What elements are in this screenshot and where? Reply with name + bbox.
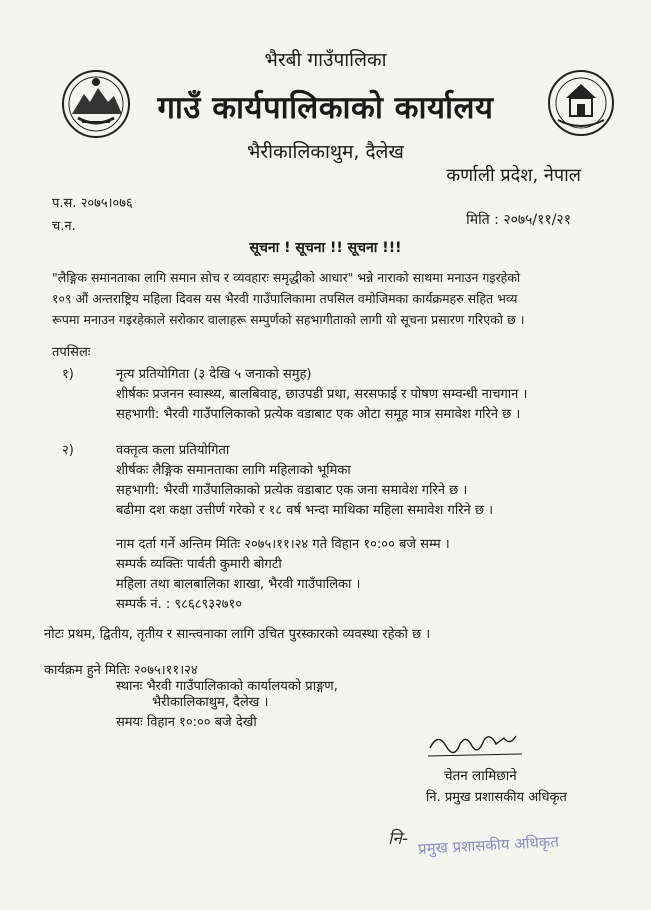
contact-person: सम्पर्क व्यक्तिः पार्वती कुमारी बोगटी (116, 557, 282, 572)
office-address: भैरीकालिकाथुम, दैलेख (247, 141, 404, 163)
intro-line: १०९ औं अन्तराष्ट्रिय महिला दिवस यस भैरवी गाउँपालिकामा तपसिल वमोजिमका कार्यक्रमहरु सहित भव्य (52, 291, 518, 306)
program-date: कार्यक्रम हुने मितिः २०७५।११।२४ (44, 663, 198, 678)
svg-text:प्रमुख प्रशासकीय अधिकृत: प्रमुख प्रशासकीय अधिकृत (417, 832, 560, 858)
item-title: वक्तृत्व कला प्रतियोगिता (116, 443, 230, 458)
tapasil-label: तपसिलः (52, 345, 91, 360)
registration-deadline: नाम दर्ता गर्ने अन्तिम मितिः २०७५।११।२४ गते विहान १०:०० बजे सम्म । (116, 537, 450, 552)
signatory-name: चेतन लामिछाने (444, 768, 517, 784)
intro-line: "लैङ्गिक समानताका लागि समान सोच र व्यवहारः समृद्धीको आधार" भन्ने नाराको साथमा मनाउन गइरहेको (52, 270, 521, 285)
program-venue-address: भैरीकालिकाथुम, दैलेख । (152, 695, 269, 710)
intro-line: रूपमा मनाउन गइरहेकाले सरोकार वालाहरू सम्पुर्णको सहभागीताको लागी यो सूचना प्रसारण गरिएको छ । (52, 312, 525, 327)
official-stamp (384, 824, 604, 864)
program-venue: स्थानः भैरवी गाउँपालिकाको कार्यालयको प्राङ्गण, (116, 679, 338, 694)
item-title: नृत्य प्रतियोगिता (३ देखि ५ जनाको समुह) (116, 367, 312, 382)
dispatch-number: च.न. (52, 219, 76, 234)
handwritten-prefix: नि- (388, 829, 408, 849)
signatory-designation: नि. प्रमुख प्रशासकीय अधिकृत (426, 790, 567, 805)
province-name: कर्णाली प्रदेश, नेपाल (446, 165, 581, 186)
item-number: २) (62, 443, 74, 458)
item-number: १) (62, 367, 74, 382)
contact-phone: सम्पर्क नं. : ९८६८९३२७१० (116, 597, 243, 612)
letter-date: मिति : २०७५/११/२१ (466, 212, 571, 228)
municipality-name: भैरबी गाउँपालिका (264, 49, 387, 71)
letter-number: प.स. २०७५।०७६ (52, 196, 133, 211)
intro-paragraph (52, 267, 612, 330)
item-detail: शीर्षकः प्रजनन स्वास्थ्य, बालबिवाह, छाउपडी प्रथा, सरसफाई र पोषण सम्वन्धी नाचगान । (116, 387, 528, 402)
program-time: समयः विहान १०:०० बजे देखी (116, 715, 257, 730)
item-detail: सहभागी: भैरवी गाउँपालिकाको प्रत्येक वडाबाट एक ओटा समूह मात्र समावेश गरिने छ । (116, 407, 521, 422)
contact-department: महिला तथा बालबालिका शाखा, भैरवी गाउँपालिका । (116, 577, 361, 592)
handwritten-signature (426, 726, 526, 762)
office-title: गाउँ कार्यपालिकाको कार्यालय (157, 90, 494, 126)
item-detail: शीर्षकः लैङ्गिक समानताका लागि महिलाको भूमिका (116, 463, 351, 478)
item-detail: बढीमा दश कक्षा उत्तीर्ण गरेको र १८ वर्ष भन्दा माथिका महिला समावेश गरिने छ । (116, 503, 494, 518)
notice-title: सूचना ! सूचना !! सूचना !!! (249, 240, 402, 256)
prize-note: नोटः प्रथम, द्वितीय, तृतीय र सान्त्वनाका लागि उचित पुरस्कारको व्यवस्था रहेको छ । (44, 627, 431, 642)
item-detail: सहभागी: भैरवी गाउँपालिकाको प्रत्येक वडाबाट एक जना समावेश गरिने छ । (116, 483, 468, 498)
